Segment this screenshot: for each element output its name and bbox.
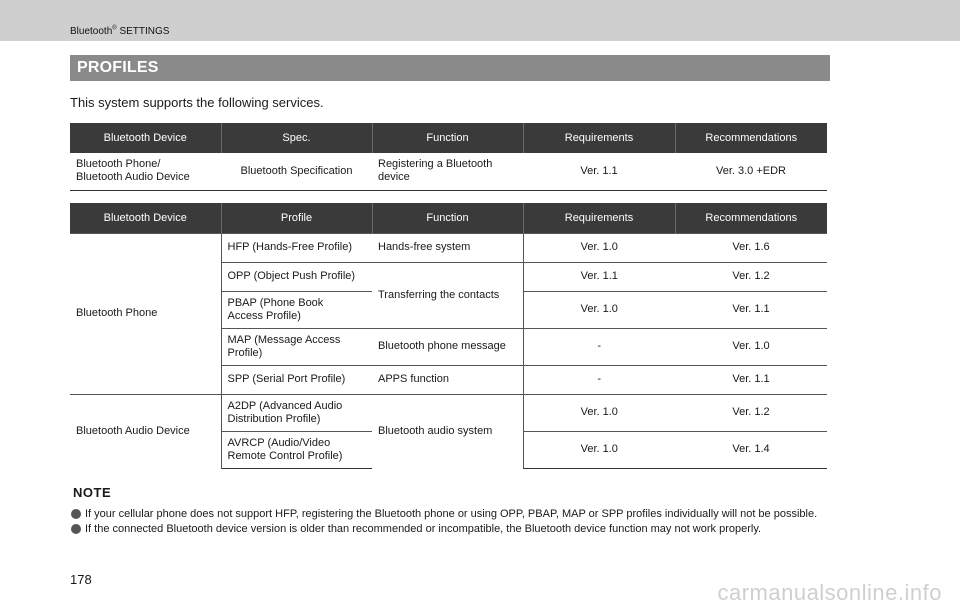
- group-cell-audio: Bluetooth Audio Device: [70, 394, 221, 468]
- column-header: Profile: [221, 203, 372, 233]
- running-header: [70, 26, 169, 37]
- cell-text: Remote Control Profile): [227, 449, 343, 462]
- bullet-icon: [71, 524, 81, 534]
- requirement-cell: Ver. 1.0: [523, 233, 675, 262]
- recommendation-cell: Ver. 1.1: [675, 291, 827, 328]
- requirement-cell: -: [523, 365, 675, 394]
- section-title: PROFILES: [70, 55, 830, 81]
- cell-text: Bluetooth Audio Device: [76, 171, 190, 184]
- cell-text: PBAP (Phone Book: [227, 296, 324, 309]
- note-item: [70, 508, 830, 521]
- table-row: [70, 153, 827, 190]
- column-header: Function: [372, 123, 523, 153]
- note-box: [70, 485, 830, 538]
- bullet-icon: [71, 509, 81, 519]
- requirement-cell: Ver. 1.1: [523, 153, 675, 190]
- note-text: If your cellular phone does not support HFP, registering the Bluetooth phone or using OPP, PBAP, MAP or SPP profiles individually will not be possible.: [85, 508, 818, 520]
- profile-table: [70, 203, 827, 469]
- cell-text: Access Profile): [227, 309, 301, 322]
- note-item: [70, 523, 830, 536]
- registered-mark: ®: [112, 25, 117, 32]
- note-title: NOTE: [73, 485, 112, 500]
- cell-text: device: [378, 171, 410, 184]
- function-cell: APPS function: [372, 365, 523, 394]
- column-header: Recommendations: [675, 123, 827, 153]
- profile-cell: [221, 394, 372, 431]
- profile-cell: [221, 431, 372, 468]
- profile-cell: [221, 328, 372, 365]
- cell-text: Bluetooth Phone/: [76, 158, 161, 171]
- cell-text: Profile): [227, 346, 263, 359]
- column-header: Bluetooth Device: [70, 203, 221, 233]
- profile-cell: SPP (Serial Port Profile): [221, 365, 372, 394]
- function-cell: Bluetooth phone message: [372, 328, 523, 365]
- requirement-cell: Ver. 1.1: [523, 262, 675, 291]
- recommendation-cell: Ver. 1.2: [675, 394, 827, 431]
- watermark: carmanualsonline.info: [717, 580, 942, 605]
- profile-header-row: [70, 203, 827, 233]
- function-cell: Hands-free system: [372, 233, 523, 262]
- cell-text: AVRCP (Audio/Video: [227, 436, 331, 449]
- profile-cell: OPP (Object Push Profile): [221, 262, 372, 291]
- recommendation-cell: Ver. 1.2: [675, 262, 827, 291]
- recommendation-cell: Ver. 1.1: [675, 365, 827, 394]
- function-cell: [372, 153, 523, 190]
- device-cell: [70, 153, 221, 190]
- page-number: 178: [70, 572, 92, 587]
- column-header: Bluetooth Device: [70, 123, 221, 153]
- requirement-cell: Ver. 1.0: [523, 394, 675, 431]
- table-row: [70, 233, 827, 262]
- header-title: SETTINGS: [119, 26, 170, 37]
- cell-text: Distribution Profile): [227, 412, 321, 425]
- header-brand: Bluetooth: [70, 26, 113, 37]
- note-list: [70, 508, 830, 536]
- intro-text: This system supports the following services.: [70, 95, 324, 110]
- spec-cell: Bluetooth Specification: [221, 153, 372, 190]
- recommendation-cell: Ver. 3.0 +EDR: [675, 153, 827, 190]
- profile-cell: [221, 291, 372, 328]
- running-header-bar: [0, 0, 960, 41]
- cell-text: A2DP (Advanced Audio: [227, 399, 343, 412]
- recommendation-cell: Ver. 1.0: [675, 328, 827, 365]
- requirement-cell: -: [523, 328, 675, 365]
- cell-text: MAP (Message Access: [227, 333, 341, 346]
- cell-text: Registering a Bluetooth: [378, 158, 493, 171]
- spec-table: [70, 123, 827, 191]
- function-cell: Bluetooth audio system: [372, 394, 523, 468]
- requirement-cell: Ver. 1.0: [523, 431, 675, 468]
- spec-header-row: [70, 123, 827, 153]
- column-header: Requirements: [523, 203, 675, 233]
- group-cell-phone: Bluetooth Phone: [70, 233, 221, 394]
- function-cell: Transferring the contacts: [372, 262, 523, 328]
- recommendation-cell: Ver. 1.4: [675, 431, 827, 468]
- recommendation-cell: Ver. 1.6: [675, 233, 827, 262]
- column-header: Spec.: [221, 123, 372, 153]
- column-header: Recommendations: [675, 203, 827, 233]
- requirement-cell: Ver. 1.0: [523, 291, 675, 328]
- column-header: Requirements: [523, 123, 675, 153]
- profile-cell: HFP (Hands-Free Profile): [221, 233, 372, 262]
- table-row: [70, 394, 827, 431]
- note-text: If the connected Bluetooth device version is older than recommended or incompatible, the Bluetooth device function may not work properly.: [85, 523, 762, 535]
- column-header: Function: [372, 203, 523, 233]
